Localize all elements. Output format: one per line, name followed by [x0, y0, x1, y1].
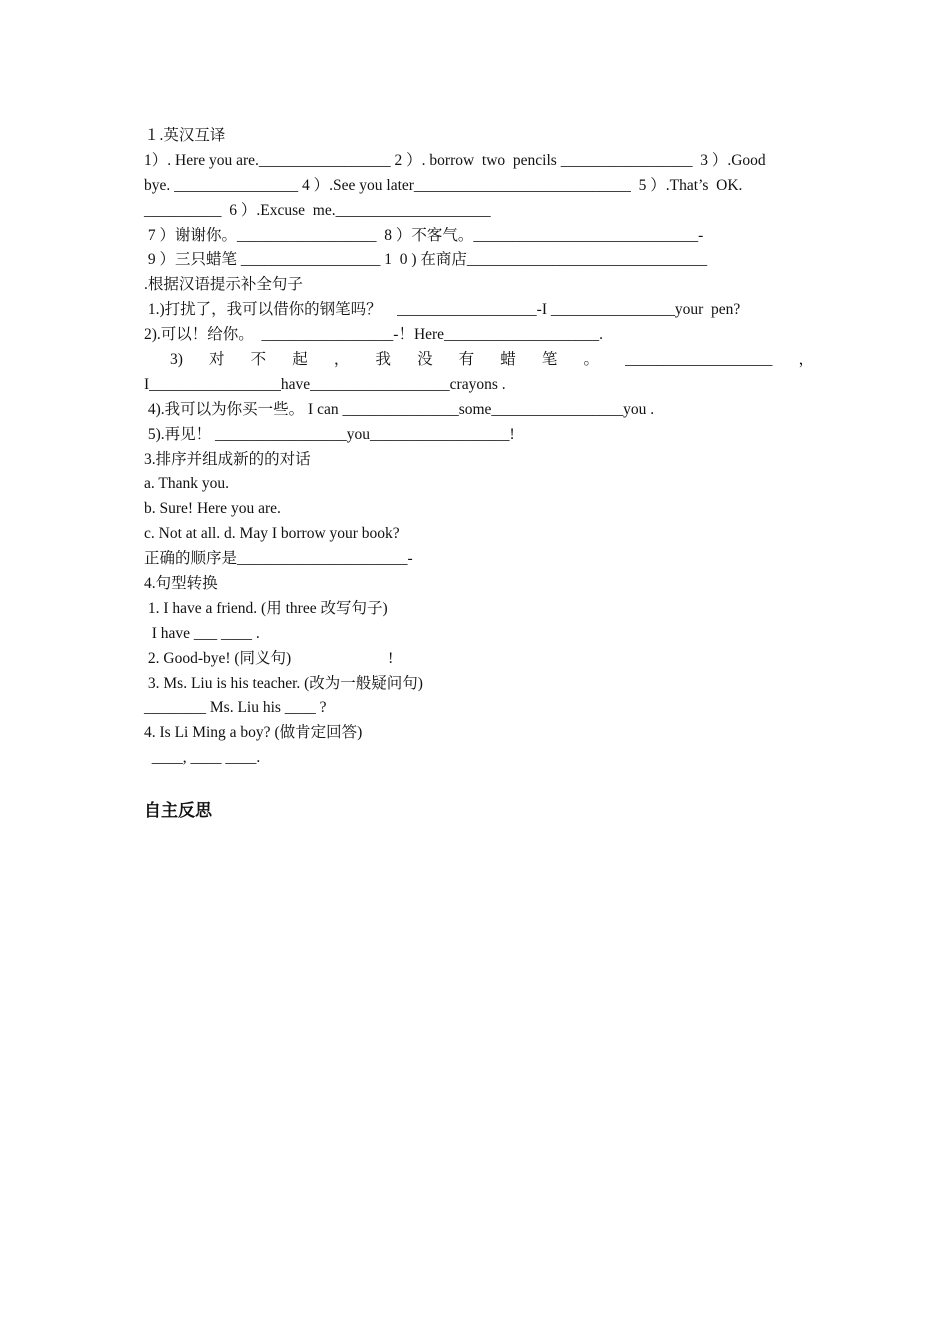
section1-line4: 7 ）谢谢你。__________________ 8 ）不客气。_____________________________-	[144, 226, 704, 244]
q3-part: 起	[292, 351, 308, 369]
section1-line5: 9 ）三只蜡笔 __________________ 1 0 ) 在商店_______________________________	[144, 251, 708, 269]
q3-part: 对	[209, 351, 225, 369]
q3-part: 。	[583, 351, 600, 369]
section4-q1: 1. I have a friend. (用 three 改写句子)	[144, 599, 388, 617]
section4-q2: 2. Good-bye! (同义句) !	[144, 649, 394, 667]
q3-part: ___________________	[625, 351, 773, 369]
section4-title: 4.句型转换	[144, 575, 218, 593]
section1-line3: __________ 6 ）.Excuse me.____________________	[144, 201, 491, 219]
worksheet-body	[144, 124, 814, 771]
q3-part: ，	[333, 351, 350, 369]
section3-title: 3.排序并组成新的的对话	[144, 450, 311, 468]
q3-part: 蜡	[500, 351, 516, 369]
section3-cd: c. Not at all. d. May I borrow your book?	[144, 525, 400, 543]
section4-q3-answer: ________ Ms. Liu his ____ ?	[144, 699, 327, 717]
q3-part: ，	[798, 351, 814, 369]
section2-title: .根据汉语提示补全句子	[144, 276, 303, 294]
section4-q3: 3. Ms. Liu is his teacher. (改为一般疑问句)	[144, 674, 423, 692]
q3-part: 3)	[170, 351, 183, 369]
section2-q4: 4).我可以为你买一些。 I can _______________some_________________you .	[144, 400, 655, 418]
section1-line1: 1）. Here you are._________________ 2 ）. borrow two pencils _________________ 3 ）.Good	[144, 151, 766, 169]
q3-part: 我	[375, 351, 391, 369]
q3-part: 没	[417, 351, 433, 369]
section4-q4-answer: ____, ____ ____.	[144, 749, 261, 767]
reflection-heading: 自主反思	[144, 801, 212, 821]
section2-q3	[144, 348, 814, 373]
section2-q2: 2).可以！给你。 _________________-！Here____________________.	[144, 326, 603, 344]
q3-part: 不	[250, 351, 267, 369]
section4-q4: 4. Is Li Ming a boy? (做肯定回答)	[144, 724, 363, 742]
section2-q3b: I_________________have__________________crayons .	[144, 375, 506, 393]
section1-title: １.英汉互译	[144, 127, 226, 144]
section2-q1: 1.)打扰了，我可以借你的钢笔吗？ __________________-I ________________your pen?	[144, 301, 741, 319]
section2-q5: 5).再见！ _________________you__________________!	[144, 425, 515, 443]
q3-part: 笔	[541, 351, 558, 369]
section3-a: a. Thank you.	[144, 475, 229, 493]
section3-b: b. Sure! Here you are.	[144, 500, 281, 518]
q3-part: 有	[458, 351, 475, 369]
section4-q1-answer: I have ___ ____ .	[144, 624, 260, 642]
section3-order: 正确的顺序是______________________-	[144, 550, 413, 568]
section1-line2: bye. ________________ 4 ）.See you later____________________________ 5 ）.That’s OK.	[144, 176, 743, 194]
